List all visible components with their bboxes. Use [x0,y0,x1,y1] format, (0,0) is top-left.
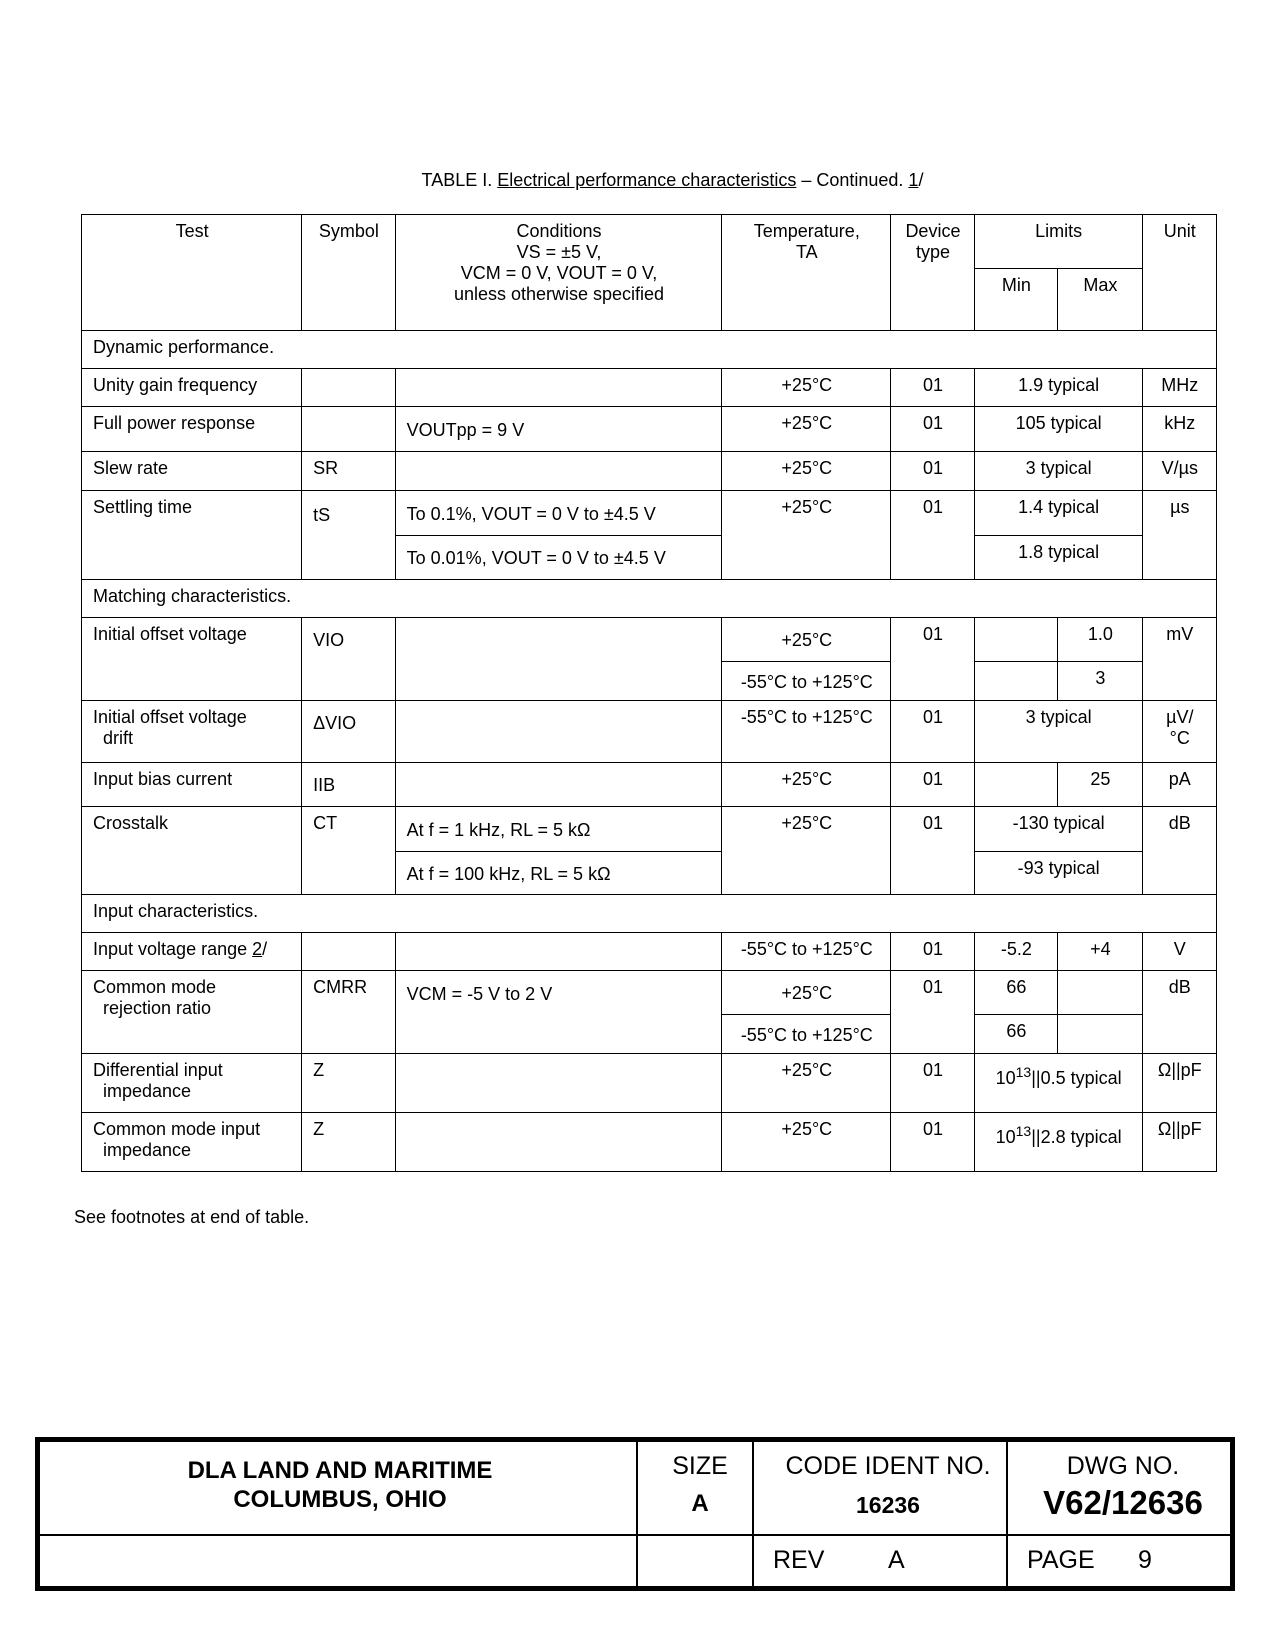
header-temperature: Temperature, TA [722,215,891,331]
organization-name: DLA LAND AND MARITIME COLUMBUS, OHIO [187,1457,493,1513]
table-row: Input voltage range 2/ -55°C to +125°C 01 -5.2 +4 V [82,933,1217,971]
table-row: Differential input impedance Z +25°C 01 $10^{13}||0.5$ typical Ω||pF [82,1054,1217,1113]
table-row: Full power response VOUTpp = 9 V +25°C 01 105 typical kHz [82,407,1217,452]
table-row: Common mode input impedance Z +25°C 01 $10^{13}||2.8$ typical Ω||pF [82,1113,1217,1172]
table-row: Input bias current IIB +25°C 01 25 pA [82,763,1217,807]
footnote-ref: 2 [252,939,263,959]
section-row [82,895,1217,933]
section-input: Input characteristics. [82,895,1217,933]
footnote-ref: 1 [908,170,919,190]
electrical-characteristics-table [81,214,1217,1172]
page-label: PAGE [1027,1546,1095,1574]
table-row: Common mode rejection ratio CMRR VCM = -5 V to 2 V +25°C 01 66 dB [82,971,1217,1015]
header-test: Test [82,215,302,331]
section-row [82,580,1217,618]
section-matching: Matching characteristics. [82,580,1217,618]
header-conditions: Conditions VS = ±5 V, VCM = 0 V, VOUT = 0 V, unless otherwise specified [395,215,722,331]
table-row: Unity gain frequency +25°C 01 1.9 typical MHz [82,369,1217,407]
header-device-type: Device type [891,215,974,331]
table-row: Settling time tS To 0.1%, VOUT = 0 V to ±4.5 V +25°C 01 1.4 typical µs [82,491,1217,536]
code-ident-label: CODE IDENT NO. [785,1452,991,1480]
table-title-underlined: Electrical performance characteristics [497,170,797,190]
section-dynamic: Dynamic performance. [82,331,1217,369]
code-ident-value: 16236 [856,1492,920,1518]
table-title: TABLE I. Electrical performance characteristics – Continued. 1/ [421,170,924,190]
header-limits: Limits [974,215,1142,269]
table-row: -55°C to +125°C 66 [82,1015,1217,1054]
header-unit: Unit [1142,215,1216,331]
size-label: SIZE [672,1452,728,1480]
table-row: Slew rate SR +25°C 01 3 typical V/µs [82,452,1217,491]
header-row [82,215,1217,269]
table-row: Initial offset voltage drift ΔVIO -55°C to +125°C 01 3 typical µV/ °C [82,701,1217,763]
table-row: At f = 100 kHz, RL = 5 kΩ -93 typical [82,852,1217,895]
drawing-number-label: DWG NO. [1066,1452,1180,1480]
drawing-number-value: V62/12636 [1043,1484,1203,1521]
table-row: To 0.01%, VOUT = 0 V to ±4.5 V 1.8 typical [82,536,1217,580]
page-number: 9 [1138,1546,1152,1574]
divider [40,1534,1230,1536]
size-value: A [691,1490,709,1517]
header-min: Min [974,269,1057,331]
table-row: Crosstalk CT At f = 1 kHz, RL = 5 kΩ +25°C 01 -130 typical dB [82,807,1217,852]
section-row [82,331,1217,369]
header-symbol: Symbol [302,215,395,331]
footnote-text: See footnotes at end of table. [74,1207,310,1227]
table-row: -55°C to +125°C 3 [82,662,1217,701]
revision-value: A [888,1546,905,1574]
header-max: Max [1058,269,1142,331]
table-row: Initial offset voltage VIO +25°C 01 1.0 mV [82,618,1217,662]
title-block [35,1437,1235,1591]
revision-label: REV [773,1546,825,1574]
